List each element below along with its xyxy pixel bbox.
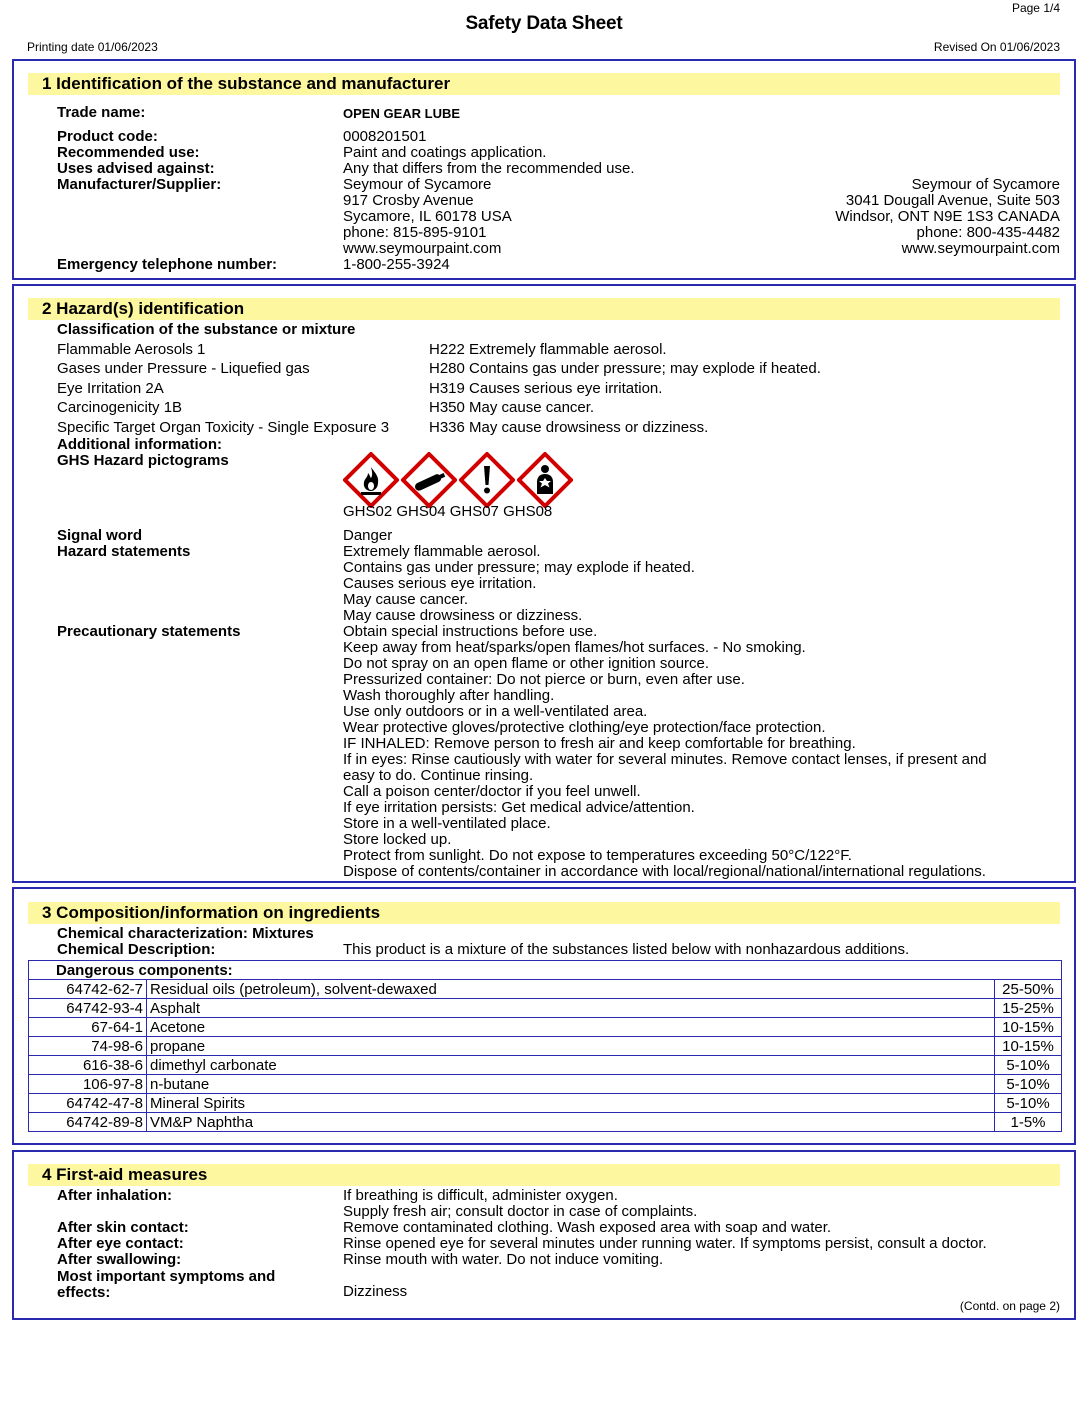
component-percent: 10-15% (995, 1037, 1062, 1056)
component-name: VM&P Naphtha (147, 1113, 995, 1132)
cas-number: 64742-93-4 (29, 999, 147, 1018)
class-5: Specific Target Organ Toxicity - Single Exposure 3 (57, 419, 390, 436)
precautionary-statement: Store in a well-ventilated place. (343, 815, 551, 832)
hazard-statements (343, 544, 695, 624)
ca-address (835, 177, 1060, 257)
class-5-h: H336 May cause drowsiness or dizziness. (429, 419, 709, 436)
precautionary-statement: Dispose of contents/container in accordance with local/regional/national/international regulations. (343, 863, 986, 880)
uses-against-label: Uses advised against: (57, 160, 215, 177)
table-row (29, 1037, 1062, 1056)
precautionary-statement: IF INHALED: Remove person to fresh air and keep comfortable for breathing. (343, 735, 856, 752)
emergency-label: Emergency telephone number: (57, 256, 278, 273)
exclamation-icon (459, 452, 515, 508)
table-row (29, 1056, 1062, 1075)
page-number: Page 1/4 (1011, 1, 1060, 15)
us-phone: phone: 815-895-9101 (343, 224, 487, 241)
table-row (29, 999, 1062, 1018)
product-code-label: Product code: (57, 128, 158, 145)
cas-number: 64742-62-7 (29, 980, 147, 999)
precautionary-statement: If in eyes: Rinse cautiously with water for several minutes. Remove contact lenses, if present and (343, 751, 987, 768)
manufacturer-label: Manufacturer/Supplier: (57, 176, 222, 193)
class-2-h: H280 Contains gas under pressure; may explode if heated. (429, 360, 821, 377)
component-percent: 5-10% (995, 1094, 1062, 1113)
ca-city: Windsor, ONT N9E 1S3 CANADA (835, 208, 1060, 225)
component-name: dimethyl carbonate (147, 1056, 995, 1075)
cas-number: 64742-89-8 (29, 1113, 147, 1132)
component-percent: 25-50% (995, 980, 1062, 999)
precautionary-statement: Do not spray on an open flame or other ignition source. (343, 655, 710, 672)
uses-against: Any that differs from the recommended use. (343, 160, 635, 177)
chemical-description-label: Chemical Description: (57, 941, 216, 958)
component-name: n-butane (147, 1075, 995, 1094)
eye-contact-label: After eye contact: (57, 1235, 184, 1252)
signal-word-label: Signal word (57, 527, 143, 544)
trade-name: OPEN GEAR LUBE (343, 106, 461, 121)
precautionary-statement: Use only outdoors or in a well-ventilated area. (343, 703, 648, 720)
component-percent: 1-5% (995, 1113, 1062, 1132)
cas-number: 64742-47-8 (29, 1094, 147, 1113)
additional-info-label: Additional information: (57, 436, 222, 453)
hazard-statement: Extremely flammable aerosol. (343, 543, 541, 560)
document-title: Safety Data Sheet (465, 13, 623, 34)
table-row (29, 1094, 1062, 1113)
skin-contact-label: After skin contact: (57, 1219, 189, 1236)
ghs-pictograms (343, 452, 573, 508)
hazard-statement: May cause drowsiness or dizziness. (343, 607, 583, 624)
recommended-use: Paint and coatings application. (343, 144, 547, 161)
component-percent: 10-15% (995, 1018, 1062, 1037)
component-percent: 5-10% (995, 1056, 1062, 1075)
component-percent: 15-25% (995, 999, 1062, 1018)
signal-word: Danger (343, 527, 393, 544)
hazard-statements-label: Hazard statements (57, 543, 191, 560)
health-hazard-icon (517, 452, 573, 508)
section-4-heading: 4 First-aid measures (28, 1164, 1060, 1186)
flame-icon (343, 452, 399, 508)
ca-street: 3041 Dougall Avenue, Suite 503 (845, 192, 1060, 209)
skin-contact: Remove contaminated clothing. Wash exposed area with soap and water. (343, 1219, 832, 1236)
components-table (28, 960, 1062, 1132)
class-3-h: H319 Causes serious eye irritation. (429, 380, 663, 397)
symptoms-label-line-1: Most important symptoms and (57, 1268, 276, 1285)
inhalation-text (343, 1188, 697, 1220)
recommended-use-label: Recommended use: (57, 144, 200, 161)
component-percent: 5-10% (995, 1075, 1062, 1094)
cas-number: 67-64-1 (29, 1018, 147, 1037)
precautionary-statement: easy to do. Continue rinsing. (343, 767, 534, 784)
symptoms-label (57, 1269, 275, 1301)
us-address (343, 177, 512, 257)
table-row (29, 1113, 1062, 1132)
chemical-characterization: Chemical characterization: Mixtures (57, 925, 314, 942)
product-code: 0008201501 (343, 128, 427, 145)
pictogram-codes: GHS02 GHS04 GHS07 GHS08 (343, 503, 553, 520)
class-1-h: H222 Extremely flammable aerosol. (429, 341, 667, 358)
components-header-row (29, 961, 1062, 980)
symptoms: Dizziness (343, 1283, 408, 1300)
precautionary-statement: Wear protective gloves/protective clothing/eye protection/face protection. (343, 719, 826, 736)
emergency-number: 1-800-255-3924 (343, 256, 450, 273)
precautionary-statement: Keep away from heat/sparks/open flames/hot surfaces. - No smoking. (343, 639, 806, 656)
pictograms-label: GHS Hazard pictograms (57, 452, 229, 469)
table-row (29, 1018, 1062, 1037)
inhalation-label: After inhalation: (57, 1187, 172, 1204)
class-4-h: H350 May cause cancer. (429, 399, 595, 416)
precautionary-statement: Call a poison center/doctor if you feel unwell. (343, 783, 641, 800)
us-city: Sycamore, IL 60178 USA (343, 208, 512, 225)
cas-number: 106-97-8 (29, 1075, 147, 1094)
table-row (29, 1075, 1062, 1094)
swallowing: Rinse mouth with water. Do not induce vomiting. (343, 1251, 664, 1268)
gas-cylinder-icon (401, 452, 457, 508)
us-website: www.seymourpaint.com (343, 240, 502, 257)
inhalation-line-1: If breathing is difficult, administer oxygen. (343, 1187, 618, 1204)
eye-contact: Rinse opened eye for several minutes under running water. If symptoms persist, consult a doctor. (343, 1235, 987, 1252)
precautionary-statement: Wash thoroughly after handling. (343, 687, 555, 704)
hazard-statement: Contains gas under pressure; may explode if heated. (343, 559, 695, 576)
ca-company-name: Seymour of Sycamore (911, 176, 1060, 193)
ca-website: www.seymourpaint.com (901, 240, 1060, 257)
classification-label: Classification of the substance or mixture (57, 321, 356, 338)
class-2: Gases under Pressure - Liquefied gas (57, 360, 310, 377)
component-name: Mineral Spirits (147, 1094, 995, 1113)
hazard-statement: Causes serious eye irritation. (343, 575, 537, 592)
us-street: 917 Crosby Avenue (343, 192, 474, 209)
component-name: Asphalt (147, 999, 995, 1018)
hazard-statement: May cause cancer. (343, 591, 469, 608)
symptoms-label-line-2: effects: (57, 1284, 111, 1301)
class-1: Flammable Aerosols 1 (57, 341, 206, 358)
chemical-description: This product is a mixture of the substances listed below with nonhazardous additions. (343, 941, 910, 958)
precautionary-statement: Pressurized container: Do not pierce or burn, even after use. (343, 671, 745, 688)
component-name: propane (147, 1037, 995, 1056)
continued-note: (Contd. on page 2) (959, 1299, 1060, 1313)
table-row (29, 980, 1062, 999)
section-2-heading: 2 Hazard(s) identification (28, 298, 1060, 320)
section-3-heading: 3 Composition/information on ingredients (28, 902, 1060, 924)
swallowing-label: After swallowing: (57, 1251, 182, 1268)
section-1-heading: 1 Identification of the substance and manufacturer (28, 73, 1060, 95)
precautionary-statement: Store locked up. (343, 831, 452, 848)
printing-date: Printing date 01/06/2023 (27, 40, 158, 54)
class-4: Carcinogenicity 1B (57, 399, 183, 416)
precautionary-label: Precautionary statements (57, 623, 241, 640)
component-name: Acetone (147, 1018, 995, 1037)
ca-phone: phone: 800-435-4482 (916, 224, 1060, 241)
us-company-name: Seymour of Sycamore (343, 176, 492, 193)
precautionary-statement: If eye irritation persists: Get medical advice/attention. (343, 799, 695, 816)
component-name: Residual oils (petroleum), solvent-dewaxed (147, 980, 995, 999)
cas-number: 616-38-6 (29, 1056, 147, 1075)
precautionary-statement: Obtain special instructions before use. (343, 623, 598, 640)
dangerous-components-label: Dangerous components: (29, 961, 1062, 980)
class-3: Eye Irritation 2A (57, 380, 164, 397)
revised-date: Revised On 01/06/2023 (933, 40, 1060, 54)
precautionary-statements (343, 624, 987, 880)
trade-name-label: Trade name: (57, 104, 146, 121)
precautionary-statement: Protect from sunlight. Do not expose to temperatures exceeding 50°C/122°F. (343, 847, 852, 864)
inhalation-line-2: Supply fresh air; consult doctor in case of complaints. (343, 1203, 698, 1220)
cas-number: 74-98-6 (29, 1037, 147, 1056)
